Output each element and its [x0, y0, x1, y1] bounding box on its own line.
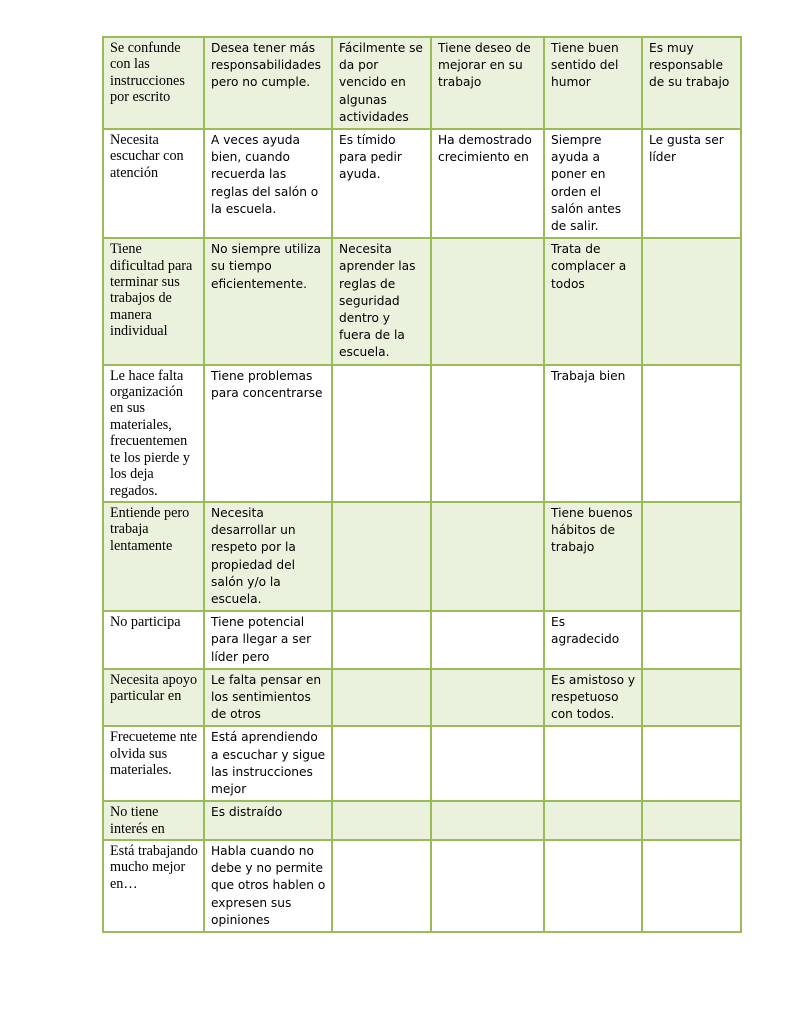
- table-cell: [332, 726, 431, 801]
- table-cell: [332, 840, 431, 932]
- table-row: [103, 669, 741, 727]
- table-cell: [431, 502, 544, 611]
- table-cell: Tiene deseo de mejorar en su trabajo: [431, 37, 544, 129]
- comments-table: [102, 36, 742, 933]
- table-cell: Fácilmente se da por vencido en algunas actividades: [332, 37, 431, 129]
- table-cell: Necesita aprender las reglas de seguridad dentro y fuera de la escuela.: [332, 238, 431, 364]
- table-cell: [642, 669, 741, 727]
- table-cell: No tiene interés en: [103, 801, 204, 840]
- table-cell: Es amistoso y respetuoso con todos.: [544, 669, 642, 727]
- table-cell: [332, 502, 431, 611]
- table-row: [103, 801, 741, 840]
- table-cell: [642, 611, 741, 669]
- table-cell: No siempre utiliza su tiempo eficientemente.: [204, 238, 332, 364]
- table-cell: [431, 801, 544, 840]
- table-cell: Necesita desarrollar un respeto por la propiedad del salón y/o la escuela.: [204, 502, 332, 611]
- table-cell: A veces ayuda bien, cuando recuerda las reglas del salón o la escuela.: [204, 129, 332, 238]
- table-row: [103, 37, 741, 129]
- table-cell: [431, 365, 544, 502]
- table-row: [103, 502, 741, 611]
- table-cell: [642, 726, 741, 801]
- table-cell: [332, 801, 431, 840]
- table-cell: [431, 726, 544, 801]
- table-cell: Tiene buen sentido del humor: [544, 37, 642, 129]
- table-cell: Es agradecido: [544, 611, 642, 669]
- table-cell: [544, 801, 642, 840]
- table-cell: Le falta pensar en los sentimientos de otros: [204, 669, 332, 727]
- table-cell: Está aprendiendo a escuchar y sigue las instrucciones mejor: [204, 726, 332, 801]
- table-cell: Se confunde con las instrucciones por escrito: [103, 37, 204, 129]
- table-cell: Necesita apoyo particular en: [103, 669, 204, 727]
- table-cell: [642, 365, 741, 502]
- table-row: [103, 840, 741, 932]
- table-cell: [544, 840, 642, 932]
- table-cell: [332, 669, 431, 727]
- table-cell: Tiene dificultad para terminar sus trabajos de manera individual: [103, 238, 204, 364]
- table-cell: Le hace falta organización en sus materiales, frecuentemen te los pierde y los deja regados.: [103, 365, 204, 502]
- table-cell: Está trabajando mucho mejor en…: [103, 840, 204, 932]
- table-cell: Desea tener más responsabilidades pero no cumple.: [204, 37, 332, 129]
- table-cell: [544, 726, 642, 801]
- table-cell: Trata de complacer a todos: [544, 238, 642, 364]
- table-row: [103, 129, 741, 238]
- table-cell: [642, 840, 741, 932]
- table-row: [103, 238, 741, 364]
- table-row: [103, 611, 741, 669]
- table-cell: Le gusta ser líder: [642, 129, 741, 238]
- table-cell: [642, 238, 741, 364]
- table-cell: Trabaja bien: [544, 365, 642, 502]
- table-cell: Frecueteme nte olvida sus materiales.: [103, 726, 204, 801]
- table-cell: [332, 611, 431, 669]
- table-cell: No participa: [103, 611, 204, 669]
- table-row: [103, 726, 741, 801]
- table-cell: Necesita escuchar con atención: [103, 129, 204, 238]
- table-cell: [332, 365, 431, 502]
- table-cell: [431, 238, 544, 364]
- table-cell: Ha demostrado crecimiento en: [431, 129, 544, 238]
- table-cell: Tiene buenos hábitos de trabajo: [544, 502, 642, 611]
- table-cell: [642, 502, 741, 611]
- table-cell: [431, 840, 544, 932]
- table-cell: Es distraído: [204, 801, 332, 840]
- table-cell: Tiene potencial para llegar a ser líder pero: [204, 611, 332, 669]
- table-row: [103, 365, 741, 502]
- table-cell: [642, 801, 741, 840]
- table-cell: Es muy responsable de su trabajo: [642, 37, 741, 129]
- table-cell: Tiene problemas para concentrarse: [204, 365, 332, 502]
- table-cell: [431, 669, 544, 727]
- table-cell: Entiende pero trabaja lentamente: [103, 502, 204, 611]
- table-cell: Es tímido para pedir ayuda.: [332, 129, 431, 238]
- table-cell: Siempre ayuda a poner en orden el salón antes de salir.: [544, 129, 642, 238]
- table-cell: [431, 611, 544, 669]
- table-cell: Habla cuando no debe y no permite que otros hablen o expresen sus opiniones: [204, 840, 332, 932]
